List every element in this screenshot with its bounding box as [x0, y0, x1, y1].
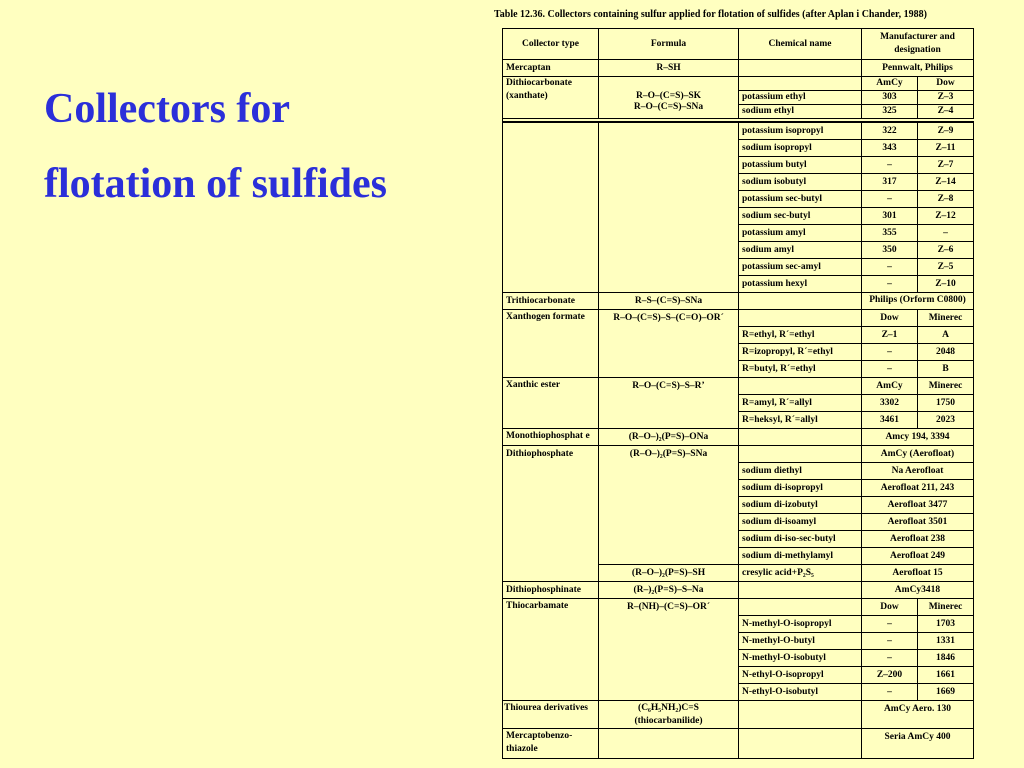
manufacturer-b-cell: Z–14: [918, 174, 974, 191]
chemical-name-cell: R=izopropyl, R´=ethyl: [739, 344, 862, 361]
chemical-name-cell: [739, 77, 862, 91]
manufacturer-cell: Aerofloat 238: [862, 531, 974, 548]
chemical-name-cell: R=heksyl, R´=allyl: [739, 412, 862, 429]
formula-cell: [599, 77, 739, 119]
manufacturer-b-cell: Minerec: [918, 310, 974, 327]
collector-type-cell: Xanthogen formate: [503, 310, 599, 378]
manufacturer-cell: Pennwalt, Philips: [862, 60, 974, 77]
manufacturer-a-cell: Z–200: [862, 667, 918, 684]
formula-line: R–O–(C=S)–SNa: [633, 102, 704, 112]
manufacturer-a-cell: AmCy: [862, 378, 918, 395]
chemical-name-cell: [739, 60, 862, 77]
manufacturer-a-cell: 3302: [862, 395, 918, 412]
chemical-name-cell: [739, 701, 862, 729]
formula-cell: R–O–(C=S)–S–R’: [599, 378, 739, 429]
manufacturer-a-cell: 301: [862, 208, 918, 225]
table-row-dithiocarbonate: [503, 77, 974, 91]
manufacturer-a-cell: Dow: [862, 599, 918, 616]
chemical-name-cell: potassium butyl: [739, 157, 862, 174]
formula-line: R–O–(C=S)–SK: [635, 91, 702, 101]
manufacturer-b-cell: Z–10: [918, 276, 974, 293]
table-row-monothiophosphate: [503, 429, 974, 446]
formula-cell: (R–O–)₂(P=S)–SH: [599, 565, 739, 582]
chemical-name-cell: sodium di-isopropyl: [739, 480, 862, 497]
manufacturer-cell: AmCy Aero. 130: [862, 701, 974, 729]
manufacturer-a-cell: 317: [862, 174, 918, 191]
header-chemical-name: Chemical name: [739, 29, 862, 60]
manufacturer-b-cell: Z–6: [918, 242, 974, 259]
table-row-xanthogen-formate: [503, 310, 974, 327]
chemical-name-cell: [739, 582, 862, 599]
chemical-name-cell: sodium di-methylamyl: [739, 548, 862, 565]
formula-cell: (R–O–)₂(P=S)–ONa: [599, 429, 739, 446]
manufacturer-a-cell: –: [862, 616, 918, 633]
formula-line: (C₆H₅NH₂)C=S: [638, 703, 699, 713]
chemical-name-cell: sodium di-izobutyl: [739, 497, 862, 514]
manufacturer-b-cell: 1669: [918, 684, 974, 701]
collector-type-cell: Trithiocarbonate: [503, 293, 599, 310]
chemical-name-cell: potassium isopropyl: [739, 122, 862, 140]
manufacturer-b-cell: Z–9: [918, 122, 974, 140]
table-caption: Table 12.36. Collectors containing sulfur applied for flotation of sulfides (after Aplan i Chander, 1988): [494, 9, 927, 20]
manufacturer-cell: Seria AmCy 400: [862, 729, 974, 759]
slide-title: [44, 88, 464, 238]
formula-cell: [599, 122, 739, 293]
table-row-dithiophosphinate: [503, 582, 974, 599]
table-row-mercaptobenzothiazole: [503, 729, 974, 759]
manufacturer-b-cell: Z–5: [918, 259, 974, 276]
chemical-name-cell: [739, 429, 862, 446]
manufacturer-a-cell: –: [862, 259, 918, 276]
manufacturer-a-cell: 303: [862, 91, 918, 105]
header-collector-type: Collector type: [503, 29, 599, 60]
table-row: [503, 122, 974, 140]
chemical-name-cell: sodium di-isoamyl: [739, 514, 862, 531]
collector-type-cell: Dithiophosphinate: [503, 582, 599, 599]
chemical-name-cell: N-ethyl-O-isobutyl: [739, 684, 862, 701]
collector-type-cell: Mercaptan: [503, 60, 599, 77]
chemical-name-cell: cresylic acid+P₂S₅: [739, 565, 862, 582]
formula-cell: R–(NH)–(C=S)–OR´: [599, 599, 739, 701]
manufacturer-a-cell: –: [862, 361, 918, 378]
manufacturer-cell: Amcy 194, 3394: [862, 429, 974, 446]
chemical-name-cell: potassium sec-amyl: [739, 259, 862, 276]
manufacturer-b-cell: 1703: [918, 616, 974, 633]
manufacturer-a-cell: –: [862, 633, 918, 650]
manufacturer-b-cell: 1750: [918, 395, 974, 412]
manufacturer-a-cell: –: [862, 276, 918, 293]
chemical-name-cell: sodium di-iso-sec-butyl: [739, 531, 862, 548]
manufacturer-b-cell: 1846: [918, 650, 974, 667]
table-row-mercaptan: [503, 60, 974, 77]
manufacturer-cell: Aerofloat 3477: [862, 497, 974, 514]
manufacturer-a-cell: –: [862, 650, 918, 667]
manufacturer-cell: AmCy (Aerofloat): [862, 446, 974, 463]
manufacturer-b-cell: 1331: [918, 633, 974, 650]
collectors-table: [502, 28, 974, 759]
chemical-name-cell: potassium hexyl: [739, 276, 862, 293]
formula-cell: (R–)₂(P=S)–S–Na: [599, 582, 739, 599]
chemical-name-cell: N-methyl-O-butyl: [739, 633, 862, 650]
chemical-name-cell: sodium isobutyl: [739, 174, 862, 191]
collector-type-cell: Dithiocarbonate (xanthate): [503, 77, 599, 119]
chemical-name-cell: sodium ethyl: [739, 105, 862, 119]
formula-cell: R–S–(C=S)–SNa: [599, 293, 739, 310]
manufacturer-a-cell: 3461: [862, 412, 918, 429]
chemical-name-cell: [739, 599, 862, 616]
table-row-thiourea: [503, 701, 974, 729]
chemical-name-cell: sodium sec-butyl: [739, 208, 862, 225]
table-row-xanthic-ester: [503, 378, 974, 395]
manufacturer-b-cell: B: [918, 361, 974, 378]
manufacturer-b-cell: Z–12: [918, 208, 974, 225]
manufacturer-cell: Philips (Orform C0800): [862, 293, 974, 310]
collector-type-cell: Dithiophosphate: [503, 446, 599, 582]
slide-title-line-2: flotation of sulfides: [44, 161, 388, 207]
manufacturer-b-cell: 2048: [918, 344, 974, 361]
collector-type-cell: Mercaptobenzo- thiazole: [503, 729, 599, 759]
manufacturer-cell: Aerofloat 249: [862, 548, 974, 565]
manufacturer-a-cell: Dow: [862, 310, 918, 327]
collector-type-cell: Monothiophosphat e: [503, 429, 599, 446]
manufacturer-a-cell: –: [862, 344, 918, 361]
manufacturer-b-cell: Z–8: [918, 191, 974, 208]
chemical-name-cell: R=amyl, R´=allyl: [739, 395, 862, 412]
manufacturer-b-cell: Z–4: [918, 105, 974, 119]
manufacturer-a-cell: –: [862, 684, 918, 701]
collector-type-cell: Xanthic ester: [503, 378, 599, 429]
chemical-name-cell: potassium ethyl: [739, 91, 862, 105]
chemical-name-cell: [739, 310, 862, 327]
header-formula: Formula: [599, 29, 739, 60]
manufacturer-b-cell: 2023: [918, 412, 974, 429]
manufacturer-b-cell: Z–11: [918, 140, 974, 157]
table-row-dithiophosphate: [503, 446, 974, 463]
chemical-name-cell: N-ethyl-O-isopropyl: [739, 667, 862, 684]
table-header-row: [503, 29, 974, 60]
chemical-name-cell: [739, 293, 862, 310]
chemical-name-cell: sodium diethyl: [739, 463, 862, 480]
formula-cell: (R–O–)₂(P=S)–SNa: [599, 446, 739, 565]
chemical-name-cell: R=ethyl, R´=ethyl: [739, 327, 862, 344]
table-row-trithiocarbonate: [503, 293, 974, 310]
manufacturer-a-cell: 350: [862, 242, 918, 259]
manufacturer-a-cell: 355: [862, 225, 918, 242]
collector-type-cell: Thiourea derivatives: [503, 701, 599, 729]
manufacturer-cell: AmCy3418: [862, 582, 974, 599]
formula-cell: R–O–(C=S)–S–(C=O)–OR´: [599, 310, 739, 378]
manufacturer-cell: Aerofloat 15: [862, 565, 974, 582]
manufacturer-cell: Aerofloat 211, 243: [862, 480, 974, 497]
chemical-name-cell: N-methyl-O-isobutyl: [739, 650, 862, 667]
manufacturer-a-cell: –: [862, 191, 918, 208]
manufacturer-a-cell: 325: [862, 105, 918, 119]
manufacturer-b-cell: Minerec: [918, 599, 974, 616]
manufacturer-b-cell: Minerec: [918, 378, 974, 395]
collector-type-cell: [503, 122, 599, 293]
formula-line: (thiocarbanilide): [634, 716, 703, 726]
chemical-name-cell: [739, 446, 862, 463]
chemical-name-cell: sodium isopropyl: [739, 140, 862, 157]
manufacturer-b-cell: Z–3: [918, 91, 974, 105]
manufacturer-a-cell: AmCy: [862, 77, 918, 91]
manufacturer-cell: Aerofloat 3501: [862, 514, 974, 531]
chemical-name-cell: potassium sec-butyl: [739, 191, 862, 208]
chemical-name-cell: sodium amyl: [739, 242, 862, 259]
chemical-name-cell: R=butyl, R´=ethyl: [739, 361, 862, 378]
chemical-name-cell: N-methyl-O-isopropyl: [739, 616, 862, 633]
manufacturer-b-cell: 1661: [918, 667, 974, 684]
slide-title-line-1: Collectors for: [44, 86, 291, 132]
manufacturer-b-cell: Z–7: [918, 157, 974, 174]
formula-cell: [599, 701, 739, 729]
manufacturer-b-cell: A: [918, 327, 974, 344]
chemical-name-cell: [739, 729, 862, 759]
table-row-thiocarbamate: [503, 599, 974, 616]
header-manufacturer: Manufacturer and designation: [862, 29, 974, 60]
manufacturer-a-cell: 322: [862, 122, 918, 140]
manufacturer-a-cell: –: [862, 157, 918, 174]
chemical-name-cell: potassium amyl: [739, 225, 862, 242]
formula-cell: R–SH: [599, 60, 739, 77]
manufacturer-b-cell: –: [918, 225, 974, 242]
collector-type-cell: Thiocarbamate: [503, 599, 599, 701]
chemical-name-cell: [739, 378, 862, 395]
manufacturer-cell: Na Aerofloat: [862, 463, 974, 480]
manufacturer-a-cell: Z–1: [862, 327, 918, 344]
formula-cell: [599, 729, 739, 759]
manufacturer-b-cell: Dow: [918, 77, 974, 91]
manufacturer-a-cell: 343: [862, 140, 918, 157]
